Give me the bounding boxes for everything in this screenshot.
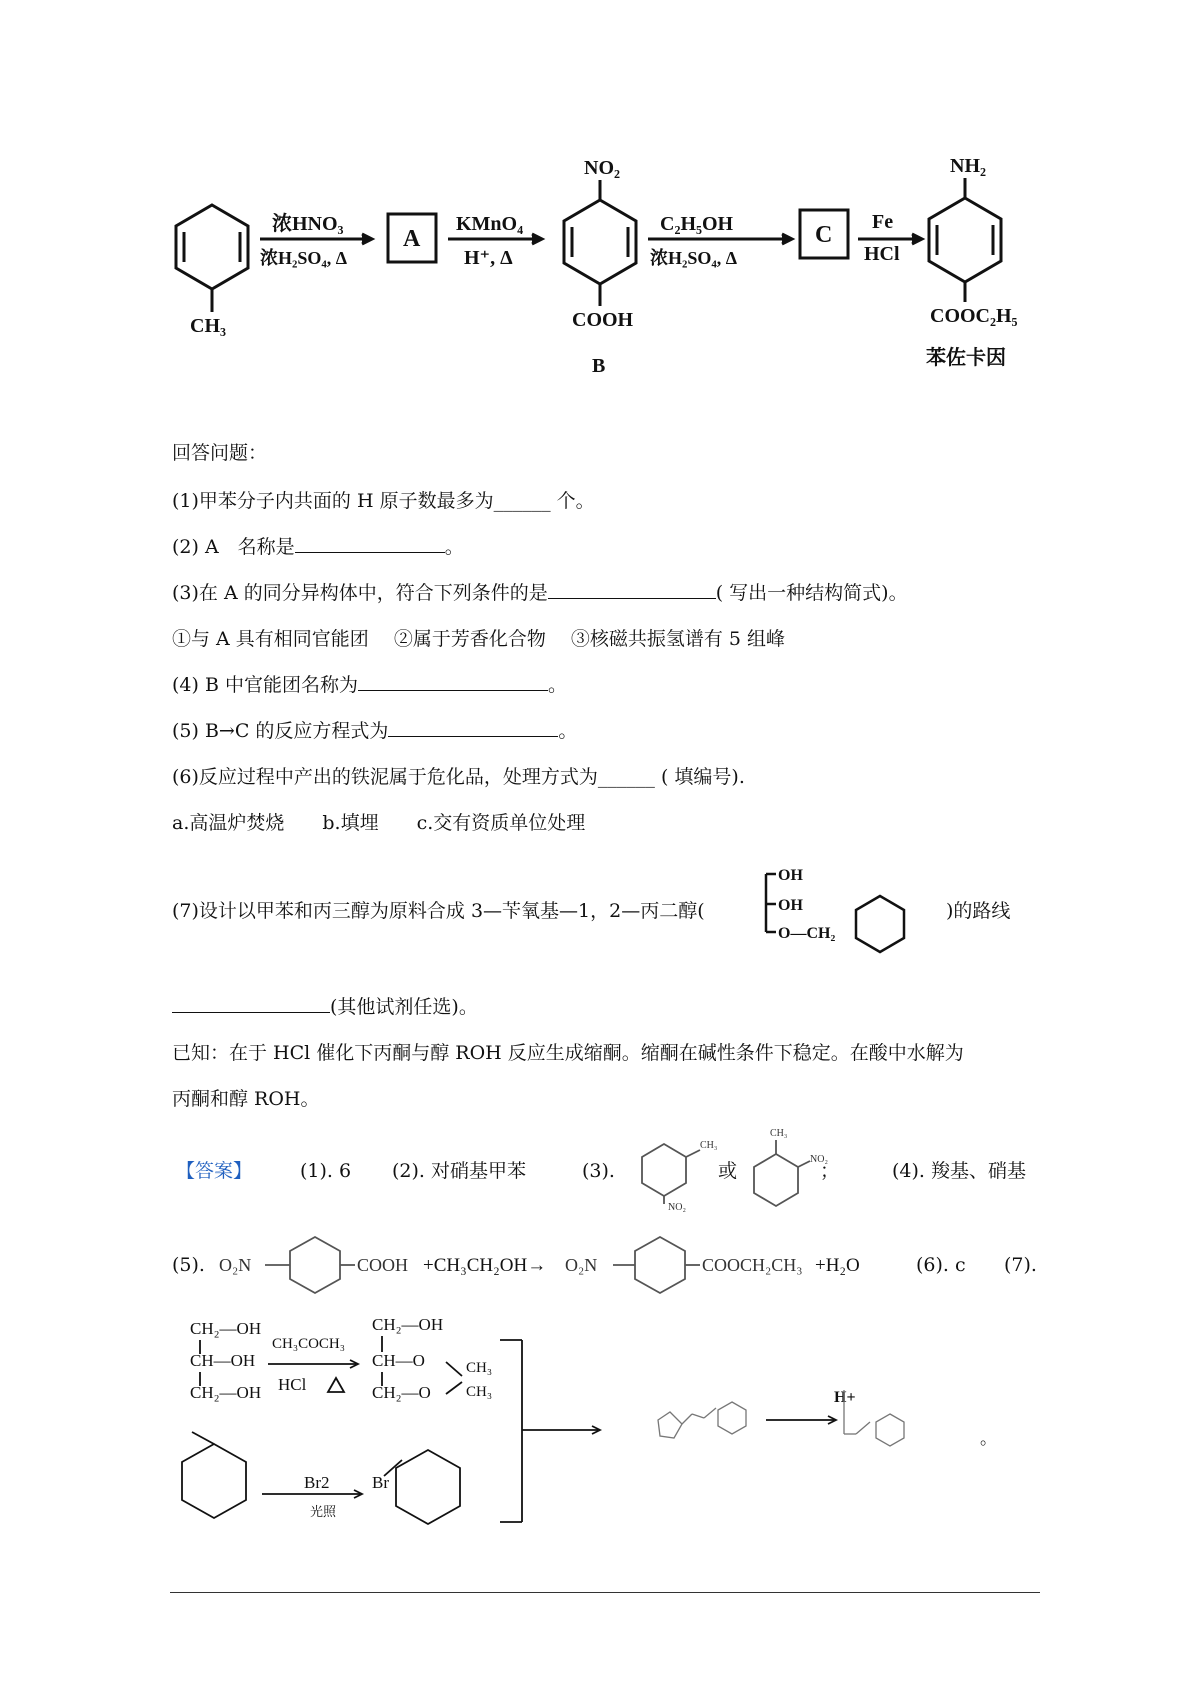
glycerol-line-3: CH₂—OH [190, 1383, 262, 1402]
answer-4: (4). 羧基、硝基 [892, 1160, 1026, 1182]
answer-3-or: 或 [718, 1160, 738, 1182]
light-condition: 光照 [310, 1504, 337, 1519]
meta-ch3: CH₃ [700, 1140, 718, 1151]
answer-2: (2). 对硝基甲苯 [392, 1160, 526, 1182]
question-6: (6)反应过程中产出的铁泥属于危化品，处理方式为______ ( 填编号). [172, 766, 745, 788]
target-o-ch2: O—CH₂ [778, 925, 836, 942]
target-molecule-structure [752, 862, 942, 967]
question-5-suffix: 。 [558, 720, 578, 742]
ketal-ch3-a: CH₃ [466, 1360, 493, 1376]
ortho-ch3: CH₃ [770, 1128, 788, 1139]
answer-blank-2 [295, 534, 445, 553]
question-1: (1)甲苯分子内共面的 H 原子数最多为______ 个。 [172, 490, 595, 512]
answer-3-end: ； [820, 1160, 840, 1182]
target-oh-2: OH [778, 897, 803, 914]
question-3-prefix: (3)在 A 的同分异构体中，符合下列条件的是 [172, 582, 548, 604]
answer-blank-3 [548, 580, 716, 599]
b-top-group: NO₂ [584, 157, 620, 179]
product-name: 苯佐卡因 [926, 347, 1006, 369]
b-label: B [592, 355, 606, 377]
ketal-line-1: CH₂—OH [372, 1315, 444, 1334]
box-a-label: A [403, 226, 421, 252]
answer-blank-4 [358, 672, 548, 691]
reagent-3-top: C₂H₅OH [660, 213, 734, 235]
toluene-ring [176, 205, 248, 289]
eq-no2-right: O₂N [565, 1255, 598, 1275]
reagent-1-bottom: 浓H₂SO₄, Δ [260, 248, 348, 268]
question-4-suffix: 。 [547, 674, 567, 696]
known-line-2: 丙酮和醇 ROH。 [172, 1088, 320, 1110]
question-3-conditions: ①与 A 具有相同官能团 ②属于芳香化合物 ③核磁共振氢谱有 5 组峰 [172, 628, 786, 650]
question-6-options: a.高温炉焚烧 b.填埋 c.交有资质单位处理 [172, 812, 586, 834]
reagent-4-bottom: HCl [864, 243, 900, 265]
question-4-prefix: (4) B 中官能团名称为 [172, 674, 358, 696]
reagent-2-top: KMnO₄ [456, 213, 524, 235]
answer-tag: 【答案】 [176, 1160, 253, 1182]
question-7-suffix: )的路线 [946, 900, 1011, 922]
answer-3-label: (3). [582, 1160, 615, 1182]
question-3 [172, 580, 908, 606]
ketal-line-3: CH₂—O [372, 1383, 431, 1402]
product-top-group: NH₂ [950, 155, 986, 177]
route-final-dot: 。 [980, 1429, 997, 1448]
product-bottom-group: COOC₂H₅ [930, 305, 1018, 327]
reagent-2-bottom: H⁺, Δ [464, 247, 513, 269]
eq-cooh: COOH [357, 1255, 409, 1275]
box-c-label: C [815, 222, 833, 248]
acid-reagent: H+ [834, 1389, 856, 1406]
answer-5-label: (5). [172, 1254, 205, 1276]
glycerol-line-2: CH—OH [190, 1351, 256, 1370]
question-3-suffix: ( 写出一种结构简式)。 [715, 582, 908, 604]
known-line-1: 已知：在于 HCl 催化下丙酮与醇 ROH 反应生成缩酮。缩酮在碱性条件下稳定。在酸中水解为 [172, 1042, 964, 1064]
question-7-prefix: (7)设计以甲苯和丙三醇为原料合成 3—苄氧基—1，2—丙二醇( [172, 900, 705, 922]
benzyl-br-label: Br [372, 1473, 389, 1492]
answer-blank-7 [172, 994, 330, 1013]
eq-water: +H₂O [815, 1255, 860, 1276]
question-2 [172, 534, 464, 560]
answer-7-route [170, 1310, 1030, 1570]
reagent-3-bottom: 浓H₂SO₄, Δ [650, 248, 738, 268]
reagent-4-top: Fe [872, 211, 894, 233]
b-bottom-group: COOH [572, 309, 634, 331]
synthesis-scheme [160, 150, 1170, 410]
eq-no2-left: O₂N [219, 1255, 252, 1275]
intro-text: 回答问题： [172, 442, 268, 464]
question-7-line2-suffix: (其他试剂任选)。 [330, 996, 478, 1018]
product-ring [929, 198, 1001, 282]
br2-reagent: Br2 [304, 1473, 330, 1492]
answer-5-equation [215, 1230, 865, 1300]
question-4 [172, 672, 567, 698]
meta-nitrotoluene-structure [622, 1128, 722, 1212]
footer-divider [170, 1592, 1040, 1593]
answer-6: (6). c [916, 1254, 966, 1276]
question-7-line2 [172, 994, 478, 1020]
ketal-ch3-b: CH₃ [466, 1384, 493, 1400]
b-ring [564, 200, 636, 284]
answer-1: (1). 6 [300, 1160, 352, 1182]
question-5 [172, 718, 577, 744]
answer-blank-5 [388, 718, 558, 737]
acetone-reagent: CH₃COCH₃ [272, 1336, 345, 1352]
eq-ester: COOCH₂CH₃ [702, 1255, 803, 1275]
ketal-line-2: CH—O [372, 1351, 425, 1370]
ortho-no2: NO₂ [810, 1154, 828, 1165]
hcl-reagent: HCl [278, 1375, 307, 1394]
ortho-nitrotoluene-structure [740, 1124, 832, 1214]
meta-no2: NO₂ [668, 1202, 686, 1212]
reagent-1-top: 浓HNO₃ [272, 213, 344, 235]
eq-middle: +CH₃CH₂OH→ [423, 1255, 547, 1276]
glycerol-line-1: CH₂—OH [190, 1319, 262, 1338]
target-oh-1: OH [778, 867, 803, 884]
question-5-prefix: (5) B→C 的反应方程式为 [172, 720, 389, 742]
toluene-ch3: CH₃ [190, 315, 226, 337]
answer-7-label: (7). [1004, 1254, 1037, 1276]
question-2-suffix: 。 [444, 536, 464, 558]
question-2-prefix: (2) A 名称是 [172, 536, 295, 558]
